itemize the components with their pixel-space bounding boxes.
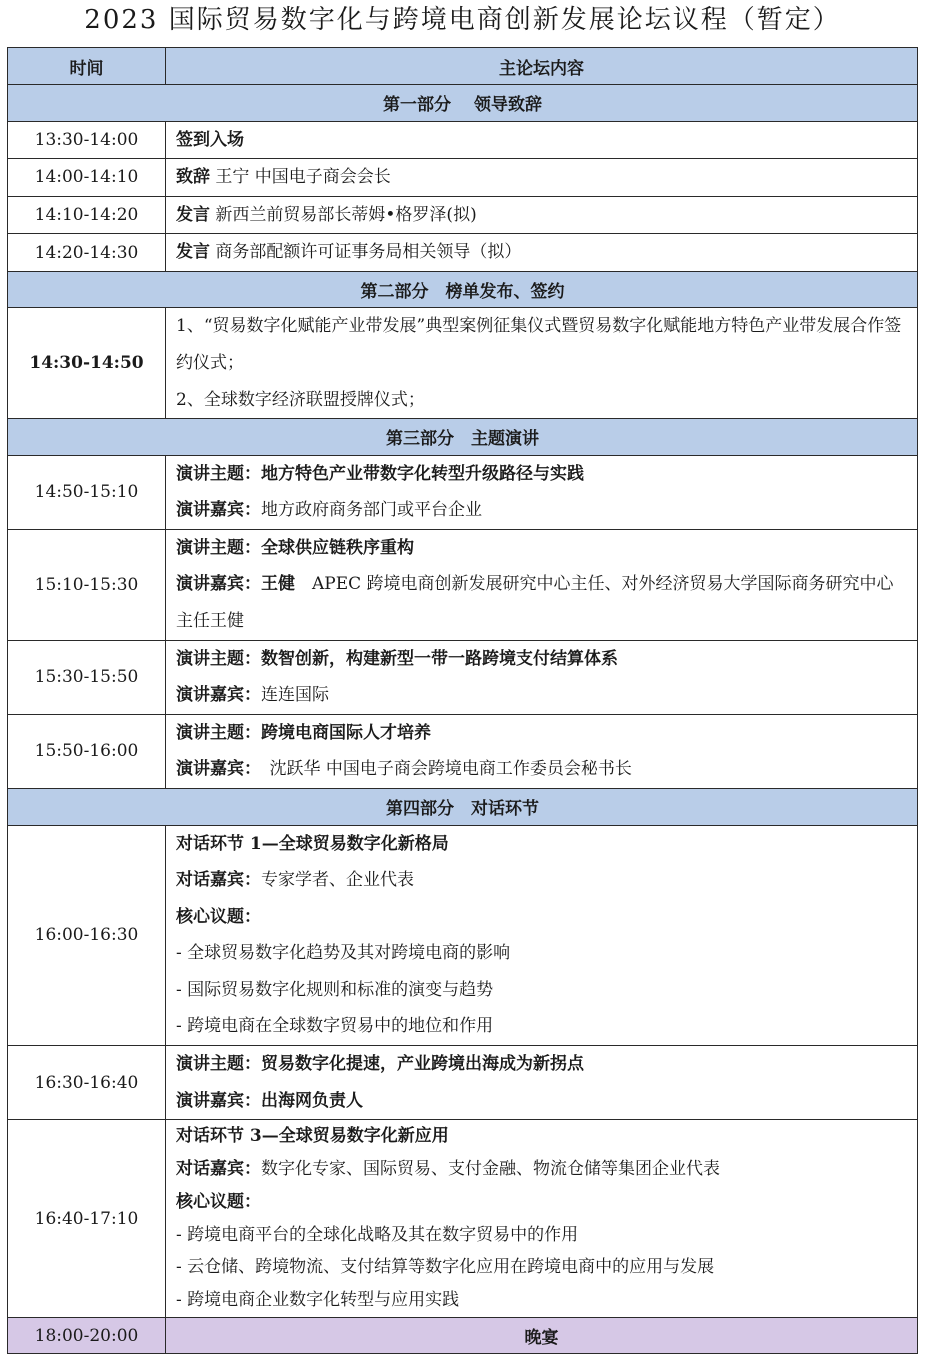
line-label: 致辞 <box>176 167 210 188</box>
content-line <box>176 492 907 529</box>
time-cell: 16:00-16:30 <box>8 825 166 1046</box>
time-cell: 14:10-14:20 <box>8 196 166 234</box>
agenda-row <box>8 121 918 159</box>
dinner-row <box>8 1318 918 1354</box>
line-label: 演讲嘉宾：出海网负责人 <box>176 1090 363 1111</box>
time-cell: 16:30-16:40 <box>8 1046 166 1120</box>
content-cell <box>166 529 918 640</box>
line-text: - 全球贸易数字化趋势及其对跨境电商的影响 <box>176 943 511 964</box>
line-text: - 跨境电商在全球数字贸易中的地位和作用 <box>176 1016 494 1037</box>
line-text: 专家学者、企业代表 <box>261 870 414 891</box>
content-line <box>176 826 907 863</box>
content-cell <box>166 121 918 159</box>
table-header-row <box>8 48 918 85</box>
content-cell <box>166 234 918 272</box>
time-cell: 14:00-14:10 <box>8 159 166 197</box>
agenda-row <box>8 455 918 529</box>
time-cell: 14:50-15:10 <box>8 455 166 529</box>
line-text: - 跨境电商平台的全球化战略及其在数字贸易中的作用 <box>176 1224 579 1245</box>
content-line <box>176 1083 907 1120</box>
agenda-row <box>8 714 918 788</box>
section-title: 第三部分 主题演讲 <box>8 419 918 456</box>
content-cell <box>166 308 918 419</box>
content-cell <box>166 159 918 197</box>
section-row <box>8 789 918 826</box>
line-label: 对话环节 1—全球贸易数字化新格局 <box>176 833 449 854</box>
line-label: 演讲嘉宾： <box>176 759 253 780</box>
line-label: 核心议题： <box>176 906 261 927</box>
content-line <box>176 899 907 936</box>
content-line <box>176 641 907 678</box>
dinner-label: 晚宴 <box>166 1318 918 1354</box>
line-label: 演讲嘉宾： <box>176 685 261 706</box>
header-time: 时间 <box>8 48 166 85</box>
agenda-body <box>8 48 918 1354</box>
dinner-time: 18:00-20:00 <box>8 1318 166 1354</box>
content-cell <box>166 714 918 788</box>
line-text: APEC 跨境电商创新发展研究中心主任、对外经济贸易大学国际商务研究中心主任王健 <box>176 574 894 632</box>
time-cell: 15:10-15:30 <box>8 529 166 640</box>
agenda-row <box>8 1120 918 1318</box>
page-title: 2023 国际贸易数字化与跨境电商创新发展论坛议程（暂定） <box>84 5 841 35</box>
time-cell: 15:50-16:00 <box>8 714 166 788</box>
agenda-table <box>7 47 918 1354</box>
time-cell: 16:40-17:10 <box>8 1120 166 1318</box>
line-label: 对话嘉宾： <box>176 1159 261 1180</box>
agenda-row <box>8 640 918 714</box>
section-row <box>8 419 918 456</box>
line-text: 2、全球数字经济联盟授牌仪式； <box>176 389 425 410</box>
time-cell: 14:20-14:30 <box>8 234 166 272</box>
content-line <box>176 197 907 234</box>
content-line <box>176 382 907 419</box>
content-line <box>176 1046 907 1083</box>
content-line <box>176 972 907 1009</box>
line-text: 沈跃华 中国电子商会跨境电商工作委员会秘书长 <box>252 759 632 780</box>
line-label: 演讲嘉宾： <box>176 500 261 521</box>
content-cell <box>166 1120 918 1318</box>
time-cell: 14:30-14:50 <box>8 308 166 419</box>
content-line <box>176 715 907 752</box>
section-title: 第四部分 对话环节 <box>8 789 918 826</box>
section-title: 第一部分 领导致辞 <box>8 85 918 122</box>
line-label: 签到入场 <box>176 129 244 150</box>
content-line <box>176 751 907 788</box>
content-line <box>176 456 907 493</box>
content-line <box>176 677 907 714</box>
agenda-row <box>8 234 918 272</box>
line-label: 对话嘉宾： <box>176 870 261 891</box>
line-label: 核心议题： <box>176 1191 261 1212</box>
content-line <box>176 1219 907 1252</box>
line-text: 1、“贸易数字化赋能产业带发展”典型案例征集仪式暨贸易数字化赋能地方特色产业带发展合作签约仪式； <box>176 316 902 373</box>
line-label: 对话环节 3—全球贸易数字化新应用 <box>176 1126 449 1147</box>
content-line <box>176 935 907 972</box>
line-label: 发言 <box>176 204 210 225</box>
line-text: 连连国际 <box>261 685 329 706</box>
content-line <box>176 234 907 271</box>
agenda-row <box>8 196 918 234</box>
content-cell <box>166 1046 918 1120</box>
content-line <box>176 1120 907 1153</box>
content-line <box>176 862 907 899</box>
line-label: 演讲主题：跨境电商国际人才培养 <box>176 722 431 743</box>
agenda-row <box>8 529 918 640</box>
line-text: - 云仓储、跨境物流、支付结算等数字化应用在跨境电商中的应用与发展 <box>176 1257 715 1278</box>
header-content: 主论坛内容 <box>166 48 918 85</box>
line-label: 发言 <box>176 242 210 263</box>
content-line <box>176 530 907 567</box>
content-cell <box>166 455 918 529</box>
agenda-row <box>8 825 918 1046</box>
content-cell <box>166 640 918 714</box>
line-label: 演讲主题：数智创新，构建新型一带一路跨境支付结算体系 <box>176 648 618 669</box>
line-text: 地方政府商务部门或平台企业 <box>261 500 482 521</box>
line-label: 演讲嘉宾：王健 <box>176 574 295 595</box>
time-cell: 15:30-15:50 <box>8 640 166 714</box>
content-line <box>176 122 907 159</box>
content-line <box>176 1153 907 1186</box>
line-label: 演讲主题：全球供应链秩序重构 <box>176 537 414 558</box>
line-text: 王宁 中国电子商会会长 <box>210 167 391 188</box>
line-text: 数字化专家、国际贸易、支付金融、物流仓储等集团企业代表 <box>261 1159 720 1180</box>
line-text: - 国际贸易数字化规则和标准的演变与趋势 <box>176 979 494 1000</box>
agenda-row <box>8 308 918 419</box>
section-title: 第二部分 榜单发布、签约 <box>8 271 918 308</box>
line-text: - 跨境电商企业数字化转型与应用实践 <box>176 1290 460 1311</box>
content-line <box>176 308 907 381</box>
content-cell <box>166 196 918 234</box>
line-text: 新西兰前贸易部长蒂姆•格罗泽(拟) <box>210 204 477 225</box>
line-label: 演讲主题：贸易数字化提速，产业跨境出海成为新拐点 <box>176 1054 584 1075</box>
time-cell: 13:30-14:00 <box>8 121 166 159</box>
agenda-row <box>8 159 918 197</box>
content-line <box>176 566 907 639</box>
line-label: 演讲主题：地方特色产业带数字化转型升级路径与实践 <box>176 463 584 484</box>
content-line <box>176 1251 907 1284</box>
line-text: 商务部配额许可证事务局相关领导（拟） <box>210 242 522 263</box>
section-row <box>8 85 918 122</box>
section-row <box>8 271 918 308</box>
content-line <box>176 1284 907 1317</box>
content-line <box>176 1186 907 1219</box>
content-line <box>176 1008 907 1045</box>
agenda-row <box>8 1046 918 1120</box>
content-line <box>176 159 907 196</box>
content-cell <box>166 825 918 1046</box>
